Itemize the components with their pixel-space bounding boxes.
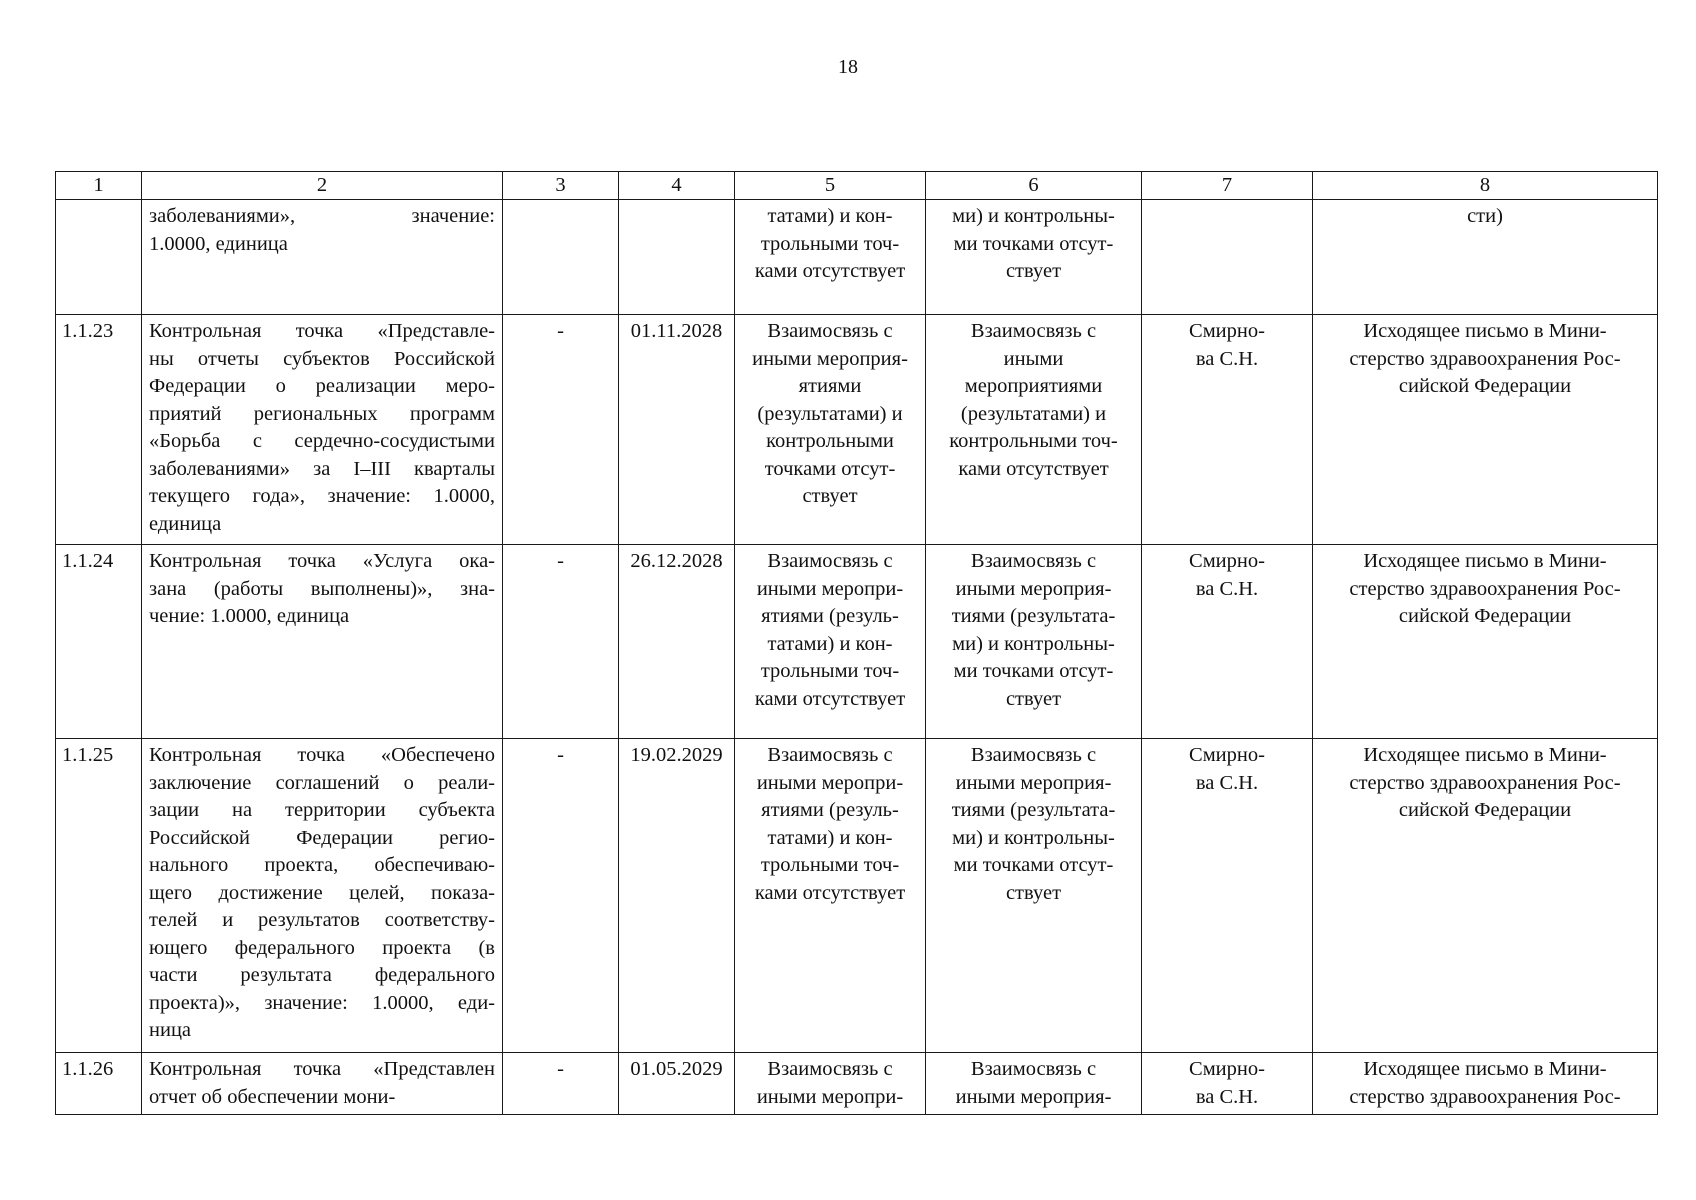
column-3-cell <box>503 200 619 315</box>
cell-line: заболеваниями» за I–III кварталы <box>149 457 495 480</box>
cell-line: Смирно- <box>1189 744 1265 766</box>
cell-line: ствует <box>1005 881 1062 904</box>
cell-line: Российской Федерации регио- <box>149 826 495 849</box>
cell-line: Смирно- <box>1189 550 1265 572</box>
cell-line: иными <box>1003 347 1064 370</box>
deadline-date-cell <box>619 200 735 315</box>
column-number: 8 <box>1313 172 1658 200</box>
cell-line: ми) и контрольны- <box>952 632 1115 655</box>
cell-line: иными мероприя- <box>955 771 1112 794</box>
relation-cell <box>735 1053 926 1115</box>
cell-line: ва С.Н. <box>1195 347 1259 370</box>
item-number-cell <box>56 200 142 315</box>
cell-line: ками отсутствует <box>754 687 906 710</box>
deadline-date-cell: 01.05.2029 <box>619 1053 735 1115</box>
cell-line: ятиями (резуль- <box>761 799 899 821</box>
column-3-cell: - <box>503 1053 619 1115</box>
cell-line: «Борьба с сердечно-сосудистыми <box>149 430 495 452</box>
cell-line: Взаимосвязь с <box>970 320 1097 342</box>
cell-line: приятий региональных программ <box>149 402 495 425</box>
cell-line: стерство здравоохранения Рос- <box>1349 1085 1621 1108</box>
document-cell <box>1313 200 1658 315</box>
cell-line: части результата федерального <box>149 964 495 986</box>
item-number-cell: 1.1.23 <box>56 315 142 545</box>
cell-line: ствует <box>802 485 858 507</box>
page-number: 18 <box>838 56 858 78</box>
cell-line: иными мероприя- <box>955 577 1112 600</box>
cell-line: точками отсут- <box>764 457 896 480</box>
responsible-cell <box>1142 739 1313 1053</box>
column-number: 3 <box>503 172 619 200</box>
relation-cell <box>926 1053 1142 1115</box>
cell-line: ми) и контрольны- <box>952 205 1115 227</box>
cell-line: Контрольная точка «Услуга ока- <box>149 550 495 572</box>
cell-line: ющего федерального проекта (в <box>149 936 495 959</box>
cell-line: ми точками отсут- <box>953 232 1114 255</box>
column-3-cell: - <box>503 545 619 739</box>
cell-line: стерство здравоохранения Рос- <box>1349 347 1621 370</box>
cell-line: стерство здравоохранения Рос- <box>1349 577 1621 600</box>
relation-cell <box>926 739 1142 1053</box>
deadline-date-cell: 19.02.2029 <box>619 739 735 1053</box>
cell-line: единица <box>149 512 222 535</box>
cell-line: стерство здравоохранения Рос- <box>1349 771 1621 794</box>
relation-cell <box>735 200 926 315</box>
cell-line: щего достижение целей, показа- <box>149 881 495 904</box>
relation-cell <box>735 315 926 545</box>
cell-line: отчет об обеспечении мони- <box>149 1085 396 1108</box>
column-3-cell: - <box>503 739 619 1053</box>
table-row <box>56 1053 1658 1115</box>
relation-cell <box>735 739 926 1053</box>
cell-line: ми) и контрольны- <box>952 826 1115 849</box>
cell-line: Федерации о реализации меро- <box>149 375 495 397</box>
cell-line: Контрольная точка «Представле- <box>149 320 495 342</box>
table-row <box>56 315 1658 545</box>
cell-line: заключение соглашений о реали- <box>149 771 495 794</box>
column-number: 5 <box>735 172 926 200</box>
document-cell <box>1313 545 1658 739</box>
column-number: 2 <box>142 172 503 200</box>
cell-line: Контрольная точка «Представлен <box>149 1058 495 1080</box>
table-row <box>56 545 1658 739</box>
cell-line: (результатами) и <box>960 402 1107 425</box>
deadline-date-cell: 01.11.2028 <box>619 315 735 545</box>
item-number-cell: 1.1.24 <box>56 545 142 739</box>
relation-cell <box>926 315 1142 545</box>
cell-line: Смирно- <box>1189 320 1265 342</box>
cell-line: Взаимосвязь с <box>970 550 1097 572</box>
cell-line: Исходящее письмо в Мини- <box>1363 1058 1607 1080</box>
column-number: 6 <box>926 172 1142 200</box>
cell-line: контрольными <box>766 430 894 452</box>
deadline-date-cell: 26.12.2028 <box>619 545 735 739</box>
cell-line: нального проекта, обеспечиваю- <box>149 854 495 876</box>
cell-line: татами) и кон- <box>767 826 893 849</box>
cell-line: ками отсутствует <box>754 881 906 904</box>
cell-line: проекта)», значение: 1.0000, еди- <box>149 991 495 1014</box>
cell-line: ва С.Н. <box>1195 577 1259 600</box>
cell-line: зана (работы выполнены)», зна- <box>149 577 495 600</box>
cell-line: контрольными точ- <box>949 430 1118 452</box>
table-row <box>56 200 1658 315</box>
column-3-cell: - <box>503 315 619 545</box>
cell-line: ствует <box>1005 687 1062 710</box>
cell-line: иными меропри- <box>756 577 904 600</box>
cell-line: иными мероприя- <box>752 347 908 370</box>
description-cell <box>142 315 503 545</box>
document-cell <box>1313 315 1658 545</box>
cell-line: ми точками отсут- <box>953 854 1114 876</box>
table-body <box>56 200 1658 1115</box>
relation-cell <box>926 545 1142 739</box>
cell-line: Контрольная точка «Обеспечено <box>149 744 495 766</box>
cell-line: Взаимосвязь с <box>970 1058 1097 1080</box>
description-cell <box>142 739 503 1053</box>
plan-table <box>55 171 1658 1115</box>
cell-line: сийской Федерации <box>1398 375 1572 397</box>
cell-line: зации на территории субъекта <box>149 799 495 821</box>
cell-line: ница <box>149 1019 192 1041</box>
cell-line: сийской Федерации <box>1398 799 1572 821</box>
cell-line: татами) и кон- <box>767 632 893 655</box>
cell-line: сти) <box>1467 205 1503 227</box>
cell-line: ми точками отсут- <box>953 660 1114 682</box>
item-number-cell: 1.1.26 <box>56 1053 142 1115</box>
responsible-cell <box>1142 545 1313 739</box>
document-cell <box>1313 739 1658 1053</box>
cell-line: Взаимосвязь с <box>767 1058 893 1080</box>
column-number: 4 <box>619 172 735 200</box>
responsible-cell <box>1142 315 1313 545</box>
cell-line: трольными точ- <box>760 854 900 876</box>
cell-line: ятиями <box>798 375 862 397</box>
cell-line: 1.0000, единица <box>149 232 288 255</box>
cell-line: ятиями (резуль- <box>761 605 899 627</box>
responsible-cell <box>1142 200 1313 315</box>
item-number-cell: 1.1.25 <box>56 739 142 1053</box>
cell-line: Взаимосвязь с <box>970 744 1097 766</box>
cell-line: ны отчеты субъектов Российской <box>149 347 495 370</box>
column-number-row <box>56 172 1658 200</box>
cell-line: татами) и кон- <box>767 205 893 227</box>
description-cell <box>142 545 503 739</box>
document-cell <box>1313 1053 1658 1115</box>
cell-line: Взаимосвязь с <box>767 744 893 766</box>
cell-line: иными меропри- <box>756 771 904 794</box>
table-row <box>56 739 1658 1053</box>
cell-line: иными мероприя- <box>955 1085 1112 1108</box>
cell-line: телей и результатов соответству- <box>149 909 495 931</box>
cell-line: ва С.Н. <box>1195 771 1259 794</box>
cell-line: заболеваниями», значение: <box>149 205 495 227</box>
cell-line: ва С.Н. <box>1195 1085 1259 1108</box>
cell-line: (результатами) и <box>757 402 903 425</box>
cell-line: ками отсутствует <box>754 260 906 282</box>
cell-line: трольными точ- <box>760 232 900 255</box>
cell-line: тиями (результата- <box>951 605 1116 627</box>
cell-line: сийской Федерации <box>1398 605 1572 627</box>
description-cell <box>142 200 503 315</box>
cell-line: тиями (результата- <box>951 799 1116 821</box>
cell-line: Исходящее письмо в Мини- <box>1363 320 1607 342</box>
relation-cell <box>926 200 1142 315</box>
cell-line: ствует <box>1005 260 1062 282</box>
cell-line: Смирно- <box>1189 1058 1265 1080</box>
cell-line: Взаимосвязь с <box>767 320 893 342</box>
cell-line: Исходящее письмо в Мини- <box>1363 550 1607 572</box>
description-cell <box>142 1053 503 1115</box>
column-number: 1 <box>56 172 142 200</box>
cell-line: иными меропри- <box>756 1085 904 1108</box>
cell-line: Исходящее письмо в Мини- <box>1363 744 1607 766</box>
cell-line: трольными точ- <box>760 660 900 682</box>
cell-line: мероприятиями <box>964 375 1103 397</box>
cell-line: чение: 1.0000, единица <box>149 605 350 627</box>
cell-line: ками отсутствует <box>958 457 1109 480</box>
cell-line: Взаимосвязь с <box>767 550 893 572</box>
column-number: 7 <box>1142 172 1313 200</box>
relation-cell <box>735 545 926 739</box>
cell-line: текущего года», значение: 1.0000, <box>149 485 495 507</box>
responsible-cell <box>1142 1053 1313 1115</box>
